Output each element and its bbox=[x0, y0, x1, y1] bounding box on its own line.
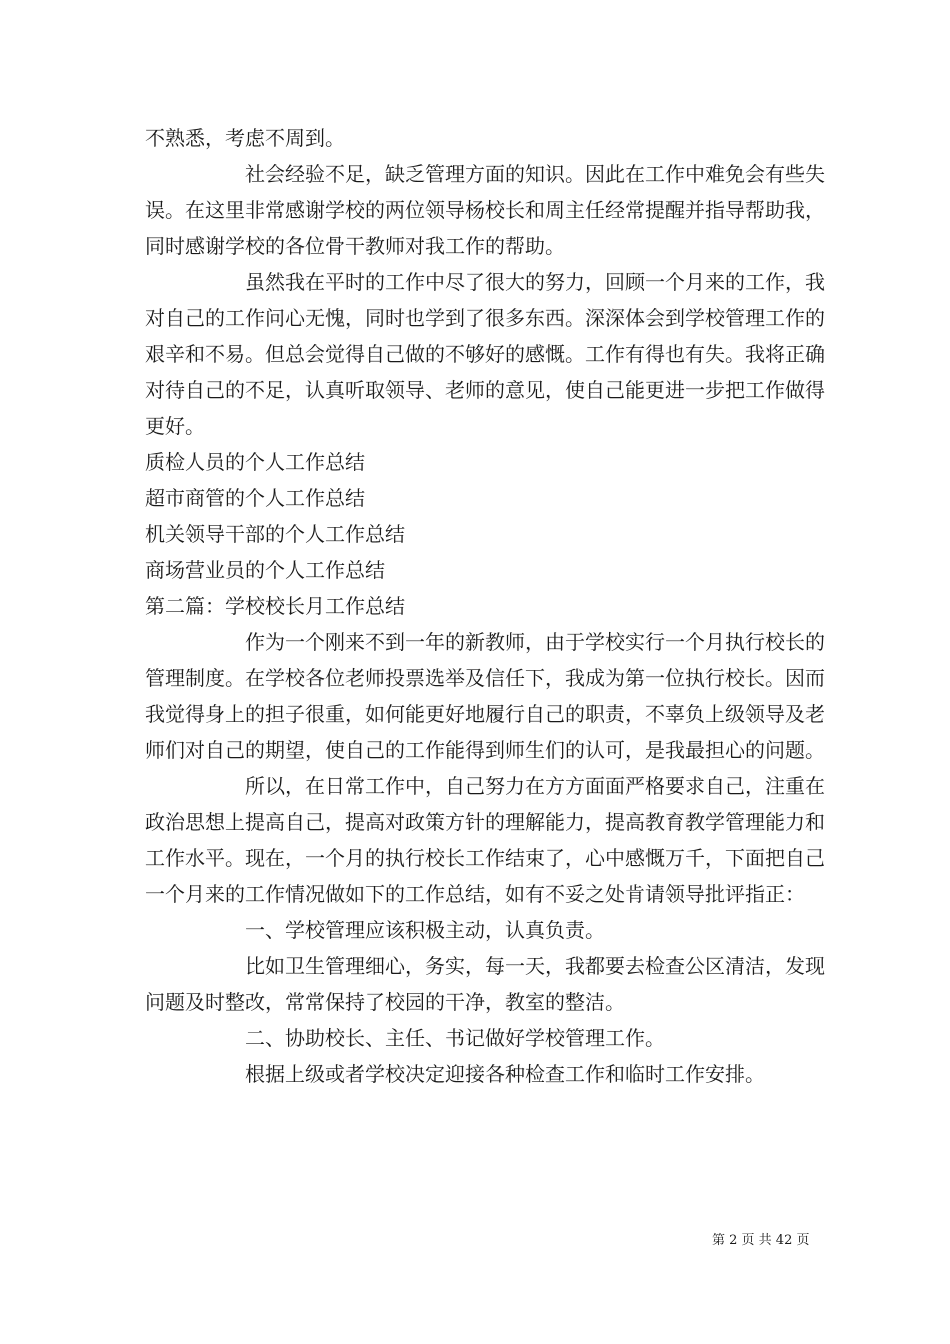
paragraph: 社会经验不足，缺乏管理方面的知识。因此在工作中难免会有些失误。在这里非常感谢学校的两位领导杨校长和周主任经常提醒并指导帮助我，同时感谢学校的各位骨干教师对我工作的帮助。 bbox=[145, 162, 825, 258]
paragraph: 不熟悉，考虑不周到。 bbox=[145, 126, 345, 150]
list-item: 超市商管的个人工作总结 bbox=[145, 486, 365, 510]
page-number: 第 2 页 共 42 页 bbox=[712, 1233, 810, 1248]
paragraph: 比如卫生管理细心，务实，每一天，我都要去检查公区清洁，发现问题及时整改，常常保持了校园的干净，教室的整洁。 bbox=[145, 954, 825, 1014]
paragraph: 作为一个刚来不到一年的新教师，由于学校实行一个月执行校长的管理制度。在学校各位老师投票选举及信任下，我成为第一位执行校长。因而我觉得身上的担子很重，如何能更好地履行自己的职责，不辜负上级领导及老师们对自己的期望，使自己的工作能得到师生们的认可，是我最担心的问题。 bbox=[145, 630, 825, 762]
paragraph: 所以，在日常工作中，自己努力在方方面面严格要求自己，注重在政治思想上提高自己，提高对政策方针的理解能力，提高教育教学管理能力和工作水平。现在，一个月的执行校长工作结束了，心中感慨万千，下面把自己一个月来的工作情况做如下的工作总结，如有不妥之处肯请领导批评指正： bbox=[145, 774, 825, 906]
paragraph: 根据上级或者学校决定迎接各种检查工作和临时工作安排。 bbox=[245, 1062, 765, 1086]
subheading: 二、协助校长、主任、书记做好学校管理工作。 bbox=[245, 1026, 665, 1050]
list-item: 质检人员的个人工作总结 bbox=[145, 450, 365, 474]
list-item: 机关领导干部的个人工作总结 bbox=[145, 522, 405, 546]
document-body bbox=[145, 120, 830, 1092]
section-heading: 第二篇：学校校长月工作总结 bbox=[145, 594, 405, 618]
subheading: 一、学校管理应该积极主动，认真负责。 bbox=[245, 918, 605, 942]
list-item: 商场营业员的个人工作总结 bbox=[145, 558, 385, 582]
paragraph: 虽然我在平时的工作中尽了很大的努力，回顾一个月来的工作，我对自己的工作问心无愧，同时也学到了很多东西。深深体会到学校管理工作的艰辛和不易。但总会觉得自己做的不够好的感慨。工作有得也有失。我将正确对待自己的不足，认真听取领导、老师的意见，使自己能更进一步把工作做得更好。 bbox=[145, 270, 825, 438]
